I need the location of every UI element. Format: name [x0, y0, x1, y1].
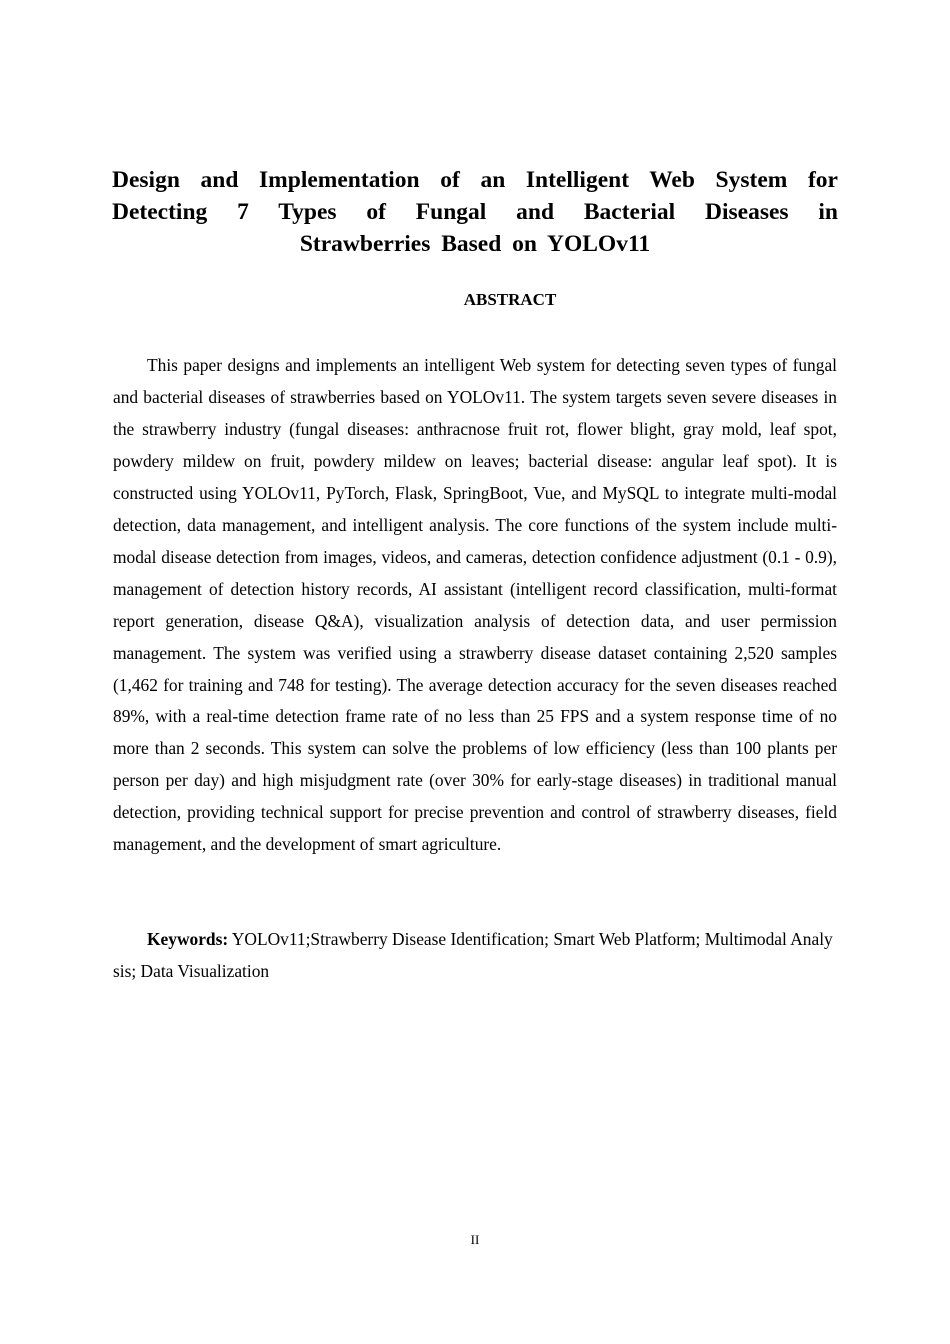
abstract-heading: ABSTRACT [463, 290, 557, 309]
abstract-body: This paper designs and implements an intelligent Web system for detecting seven types of fungal and bacterial diseases of strawberries based on YOLOv11. The system targets seven severe diseases in the strawberry industry (fungal diseases: anthracnose fruit rot, flower blight, gray mold, leaf spot, powdery mildew on fruit, powdery mildew on leaves; bacterial disease: angular leaf spot). It is constructed using YOLOv11, PyTorch, Flask, SpringBoot, Vue, and MySQL to integrate multi-modal detection, data management, and intelligent analysis. The core functions of the system include multi-modal disease detection from images, videos, and cameras, detection confidence adjustment (0.1 - 0.9), management of detection history records, AI assistant (intelligent record classification, multi-format report generation, disease Q&A), visualization analysis of detection data, and user permission management. The system was verified using a strawberry disease dataset containing 2,520 samples (1,462 for training and 748 for testing). The average detection accuracy for the seven diseases reached 89%, with a real-time detection frame rate of no less than 25 FPS and a system response time of no more than 2 seconds. This system can solve the problems of low efficiency (less than 100 plants per person per day) and high misjudgment rate (over 30% for early-stage diseases) in traditional manual detection, providing technical support for precise prevention and control of strawberry diseases, field management, and the development of smart agriculture. [113, 355, 837, 855]
keywords-text: YOLOv11;Strawberry Disease Identification; Smart Web Platform; Multimodal Analysis; Data Visualization [113, 929, 833, 981]
paper-title-line-2: Detecting 7 Types of Fungal and Bacterial Diseases in [112, 199, 838, 225]
keywords-paragraph [113, 923, 837, 987]
paper-title [112, 164, 838, 260]
paper-title-line-1: Design and Implementation of an Intelligent Web System for [112, 167, 838, 193]
page-number: II [470, 1232, 480, 1247]
paper-title-line-3: Strawberries Based on YOLOv11 [299, 231, 651, 257]
keywords-label: Keywords: [147, 929, 229, 949]
